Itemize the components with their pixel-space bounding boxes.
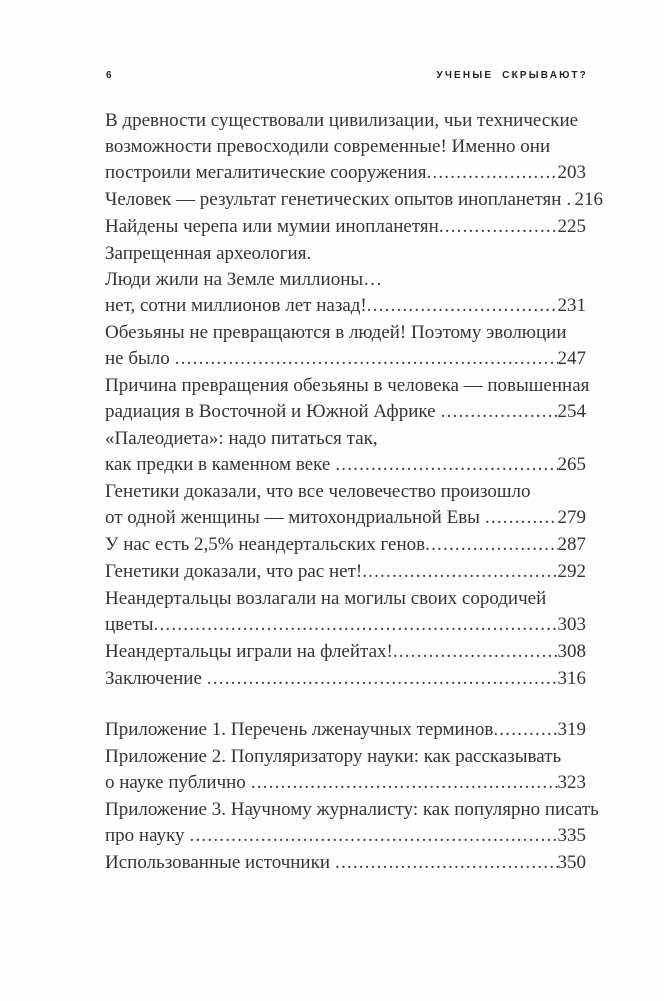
- toc-entry[interactable]: [105, 586, 586, 638]
- toc-entry[interactable]: [105, 797, 599, 849]
- toc-entry-line: Запрещенная археология.: [105, 243, 312, 264]
- toc-entry-line: Приложение 3. Научному журналисту: как популярно писать: [105, 799, 599, 820]
- toc-page-number: 231: [557, 295, 586, 316]
- toc-entry-last-line: [105, 770, 586, 796]
- toc-entry-last-line: [105, 293, 586, 319]
- toc-entry-text: Заключение: [105, 668, 202, 689]
- toc-page-number: 308: [557, 641, 586, 662]
- toc-entry-line: Неандертальцы возлагали на могилы своих сородичей: [105, 588, 547, 609]
- toc-page-number: 287: [557, 534, 586, 555]
- toc-entry-line: Генетики доказали, что все человечество произошло: [105, 481, 531, 502]
- toc-entry[interactable]: [105, 320, 586, 372]
- toc-entry-last-line: [105, 505, 586, 531]
- toc-entry-line: Приложение 2. Популяризатору науки: как рассказывать: [105, 746, 562, 767]
- toc-entry-text: Неандертальцы играли на флейтах!: [105, 641, 393, 662]
- toc-entry-text: цветы: [105, 614, 154, 635]
- toc-entry-line: В древности существовали цивилизации, чьи технические: [105, 110, 579, 131]
- dot-leader: [251, 770, 558, 796]
- dot-leader: [493, 717, 557, 743]
- toc-page-number: 279: [557, 507, 586, 528]
- book-title: УЧЕНЫЕ СКРЫВАЮТ?: [436, 70, 588, 81]
- dot-leader: [335, 850, 557, 876]
- table-of-contents: [105, 108, 603, 877]
- toc-entry[interactable]: [105, 717, 586, 743]
- toc-page-number: 247: [557, 348, 586, 369]
- toc-entry[interactable]: [105, 426, 586, 478]
- toc-entry[interactable]: [105, 187, 603, 213]
- toc-entry-last-line: [105, 452, 586, 478]
- dot-leader: [426, 160, 557, 186]
- toc-entry[interactable]: [105, 373, 590, 425]
- dot-leader: [566, 187, 574, 213]
- toc-entry-text: Использованные источники: [105, 852, 331, 873]
- dot-leader: [425, 532, 557, 558]
- dot-leader: [485, 505, 558, 531]
- dot-leader: [335, 452, 557, 478]
- toc-page-number: 350: [557, 852, 586, 873]
- dot-leader: [393, 639, 558, 665]
- toc-entry-last-line: [105, 399, 586, 425]
- toc-entry[interactable]: [105, 532, 586, 558]
- toc-entry-text: Генетики доказали, что рас нет!: [105, 561, 363, 582]
- toc-entry-line: Обезьяны не превращаются в людей! Поэтому эволюции: [105, 322, 567, 343]
- toc-page-number: 292: [557, 561, 586, 582]
- toc-entry-last-line: [105, 559, 586, 585]
- toc-entry-line: Люди жили на Земле миллионы…: [105, 269, 383, 290]
- toc-entry-last-line: [105, 214, 586, 240]
- toc-entry[interactable]: [105, 744, 586, 796]
- toc-entry-text: Человек — результат генетических опытов инопланетян: [105, 189, 562, 210]
- toc-entry-last-line: [105, 823, 586, 849]
- toc-page-number: 254: [557, 401, 586, 422]
- toc-entry-last-line: [105, 666, 586, 692]
- toc-entry-text: не было: [105, 348, 170, 369]
- toc-entry[interactable]: [105, 639, 586, 665]
- toc-entry-line: «Палеодиета»: надо питаться так,: [105, 428, 378, 449]
- toc-entry-last-line: [105, 160, 586, 186]
- toc-entry-text: нет, сотни миллионов лет назад!: [105, 295, 367, 316]
- toc-entry-last-line: [105, 187, 603, 213]
- toc-entry[interactable]: [105, 850, 586, 876]
- toc-entry-last-line: [105, 850, 586, 876]
- toc-entry-text: Приложение 1. Перечень лженаучных терминов: [105, 719, 494, 740]
- toc-page-number: 216: [574, 189, 603, 210]
- toc-entry[interactable]: [105, 108, 586, 186]
- dot-leader: [207, 666, 558, 692]
- toc-entry-text: как предки в каменном веке: [105, 454, 331, 475]
- dot-leader: [154, 612, 558, 638]
- toc-entry-text: построили мегалитические сооружения: [105, 162, 427, 183]
- toc-page-number: 265: [557, 454, 586, 475]
- toc-page-number: 225: [557, 216, 586, 237]
- toc-entry-last-line: [105, 346, 586, 372]
- toc-entry-last-line: [105, 639, 586, 665]
- toc-entry-line: возможности превосходили современные! Именно они: [105, 136, 551, 157]
- toc-entry-text: У нас есть 2,5% неандертальских генов: [105, 534, 426, 555]
- toc-entry-text: о науке публично: [105, 772, 246, 793]
- running-head: [106, 70, 588, 81]
- toc-page-number: 303: [557, 614, 586, 635]
- toc-entry[interactable]: [105, 559, 586, 585]
- toc-entry-line: Причина превращения обезьяны в человека — повышенная: [105, 375, 590, 396]
- toc-entry[interactable]: [105, 214, 586, 240]
- toc-entry-text: радиация в Восточной и Южной Африке: [105, 401, 436, 422]
- toc-entry[interactable]: [105, 241, 586, 319]
- toc-entry-last-line: [105, 532, 586, 558]
- toc-page-number: 316: [557, 668, 586, 689]
- dot-leader: [190, 823, 558, 849]
- toc-entry-last-line: [105, 717, 586, 743]
- toc-entry[interactable]: [105, 479, 586, 531]
- dot-leader: [362, 559, 557, 585]
- toc-entry-text: про науку: [105, 825, 185, 846]
- toc-page-number: 323: [557, 772, 586, 793]
- page-number: 6: [106, 70, 112, 81]
- dot-leader: [439, 214, 558, 240]
- toc-page-number: 335: [557, 825, 586, 846]
- dot-leader: [367, 293, 558, 319]
- toc-page-number: 203: [557, 162, 586, 183]
- toc-entry-text: от одной женщины — митохондриальной Евы: [105, 507, 480, 528]
- toc-entry[interactable]: [105, 666, 586, 692]
- dot-leader: [441, 399, 558, 425]
- toc-page-number: 319: [557, 719, 586, 740]
- dot-leader: [175, 346, 558, 372]
- toc-entry-text: Найдены черепа или мумии инопланетян: [105, 216, 439, 237]
- toc-entry-last-line: [105, 612, 586, 638]
